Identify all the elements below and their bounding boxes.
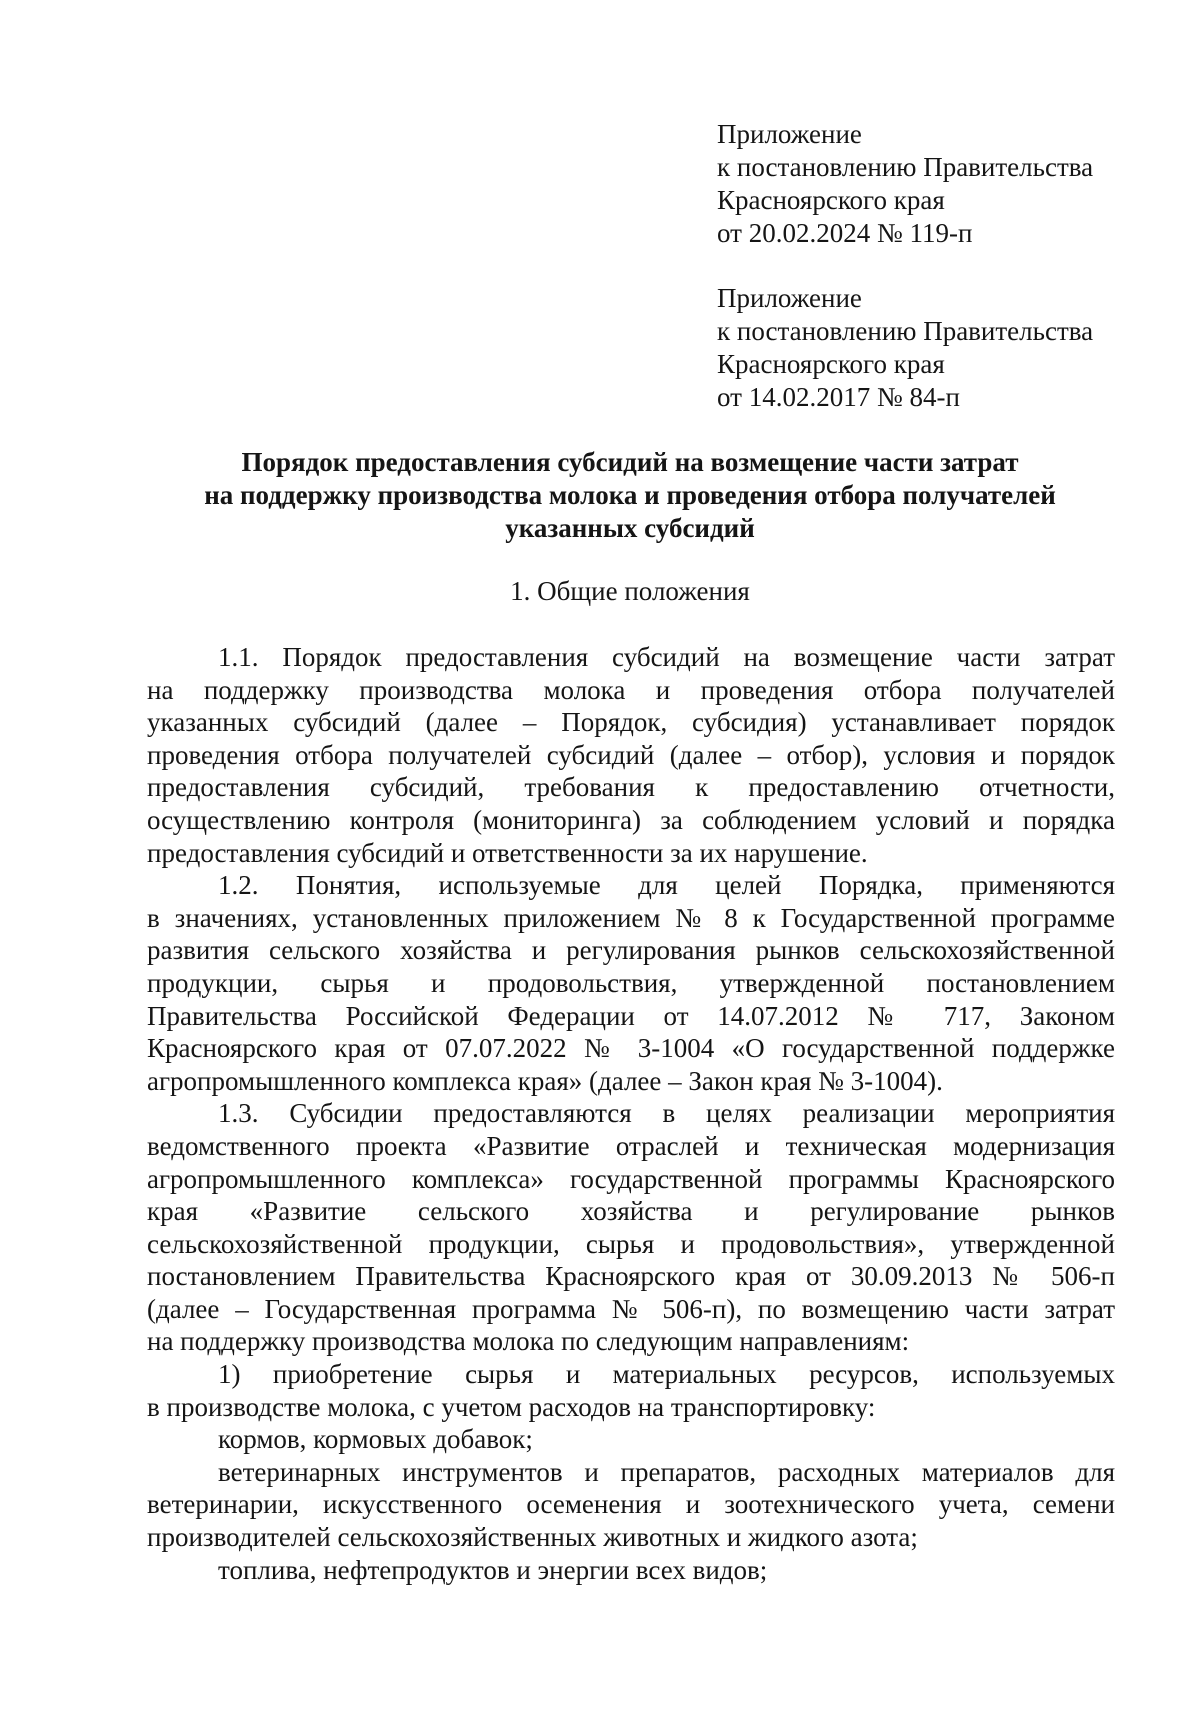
body-line: агропромышленного комплекса» государственной программы Красноярского — [147, 1163, 1115, 1194]
body-line: продукции, сырья и продовольствия, утвержденной постановлением — [147, 967, 1115, 998]
body-line: проведения отбора получателей субсидий (далее – отбор), условия и порядок — [147, 739, 1115, 770]
appendix-line: от 20.02.2024 № 119-п — [717, 218, 973, 248]
body-line: 1.1. Порядок предоставления субсидий на возмещение части затрат — [218, 642, 1115, 672]
appendix-line: Красноярского края — [717, 185, 945, 215]
appendix-original-reference — [717, 282, 1177, 414]
body-line: на поддержку производства молока и проведения отбора получателей — [147, 674, 1115, 705]
body-line: (далее – Государственная программа № 506-п), по возмещению части затрат — [147, 1293, 1115, 1324]
body-line: сельскохозяйственной продукции, сырья и продовольствия», утвержденной — [147, 1228, 1115, 1259]
body-line: предоставления субсидий и ответственности за их нарушение. — [147, 837, 868, 868]
body-line: Красноярского края от 07.07.2022 № 3-1004 «О государственной поддержке — [147, 1033, 1115, 1064]
appendix-current-reference — [717, 118, 1177, 250]
body-line: Правительства Российской Федерации от 14.07.2012 № 717, Законом — [147, 1000, 1115, 1031]
appendix-line: Приложение — [717, 119, 862, 149]
body-line: ведомственного проекта «Развитие отраслей и техническая модернизация — [147, 1130, 1115, 1161]
appendix-line: к постановлению Правительства — [717, 152, 1094, 182]
body-line: осуществлению контроля (мониторинга) за соблюдением условий и порядка — [147, 804, 1115, 835]
body-line: 1.3. Субсидии предоставляются в целях реализации мероприятия — [218, 1098, 1115, 1129]
document-body — [147, 641, 1115, 1586]
section-heading: 1. Общие положения — [510, 576, 750, 606]
body-line: края «Развитие сельского хозяйства и регулирование рынков — [147, 1196, 1115, 1227]
document-title — [140, 446, 1120, 545]
body-line: развития сельского хозяйства и регулирования рынков сельскохозяйственной — [147, 935, 1115, 966]
body-line: топлива, нефтепродуктов и энергии всех видов; — [218, 1554, 768, 1585]
body-line: предоставления субсидий, требования к предоставлению отчетности, — [147, 772, 1115, 803]
title-line: указанных субсидий — [505, 513, 755, 543]
body-line: производителей сельскохозяйственных животных и жидкого азота; — [147, 1522, 918, 1553]
body-line: на поддержку производства молока по следующим направлениям: — [147, 1326, 910, 1357]
body-line: 1.2. Понятия, используемые для целей Порядка, применяются — [218, 870, 1115, 901]
body-line: кормов, кормовых добавок; — [218, 1424, 533, 1455]
body-line: в производстве молока, с учетом расходов на транспортировку: — [147, 1391, 876, 1422]
title-line: Порядок предоставления субсидий на возмещение части затрат — [241, 447, 1019, 477]
appendix-line: Красноярского края — [717, 349, 945, 379]
body-line: указанных субсидий (далее – Порядок, субсидия) устанавливает порядок — [147, 707, 1115, 738]
body-line: ветеринарных инструментов и препаратов, расходных материалов для — [218, 1456, 1115, 1487]
appendix-line: к постановлению Правительства — [717, 316, 1094, 346]
title-line: на поддержку производства молока и проведения отбора получателей — [204, 480, 1056, 510]
appendix-line: от 14.02.2017 № 84-п — [717, 382, 960, 412]
body-line: постановлением Правительства Красноярского края от 30.09.2013 № 506-п — [147, 1261, 1115, 1292]
body-line: ветеринарии, искусственного осеменения и зоотехнического учета, семени — [147, 1489, 1115, 1520]
appendix-line: Приложение — [717, 283, 862, 313]
body-line: агропромышленного комплекса края» (далее – Закон края № 3-1004). — [147, 1065, 943, 1096]
body-line: 1) приобретение сырья и материальных ресурсов, используемых — [218, 1359, 1115, 1390]
body-line: в значениях, установленных приложением № 8 к Государственной программе — [147, 902, 1115, 933]
